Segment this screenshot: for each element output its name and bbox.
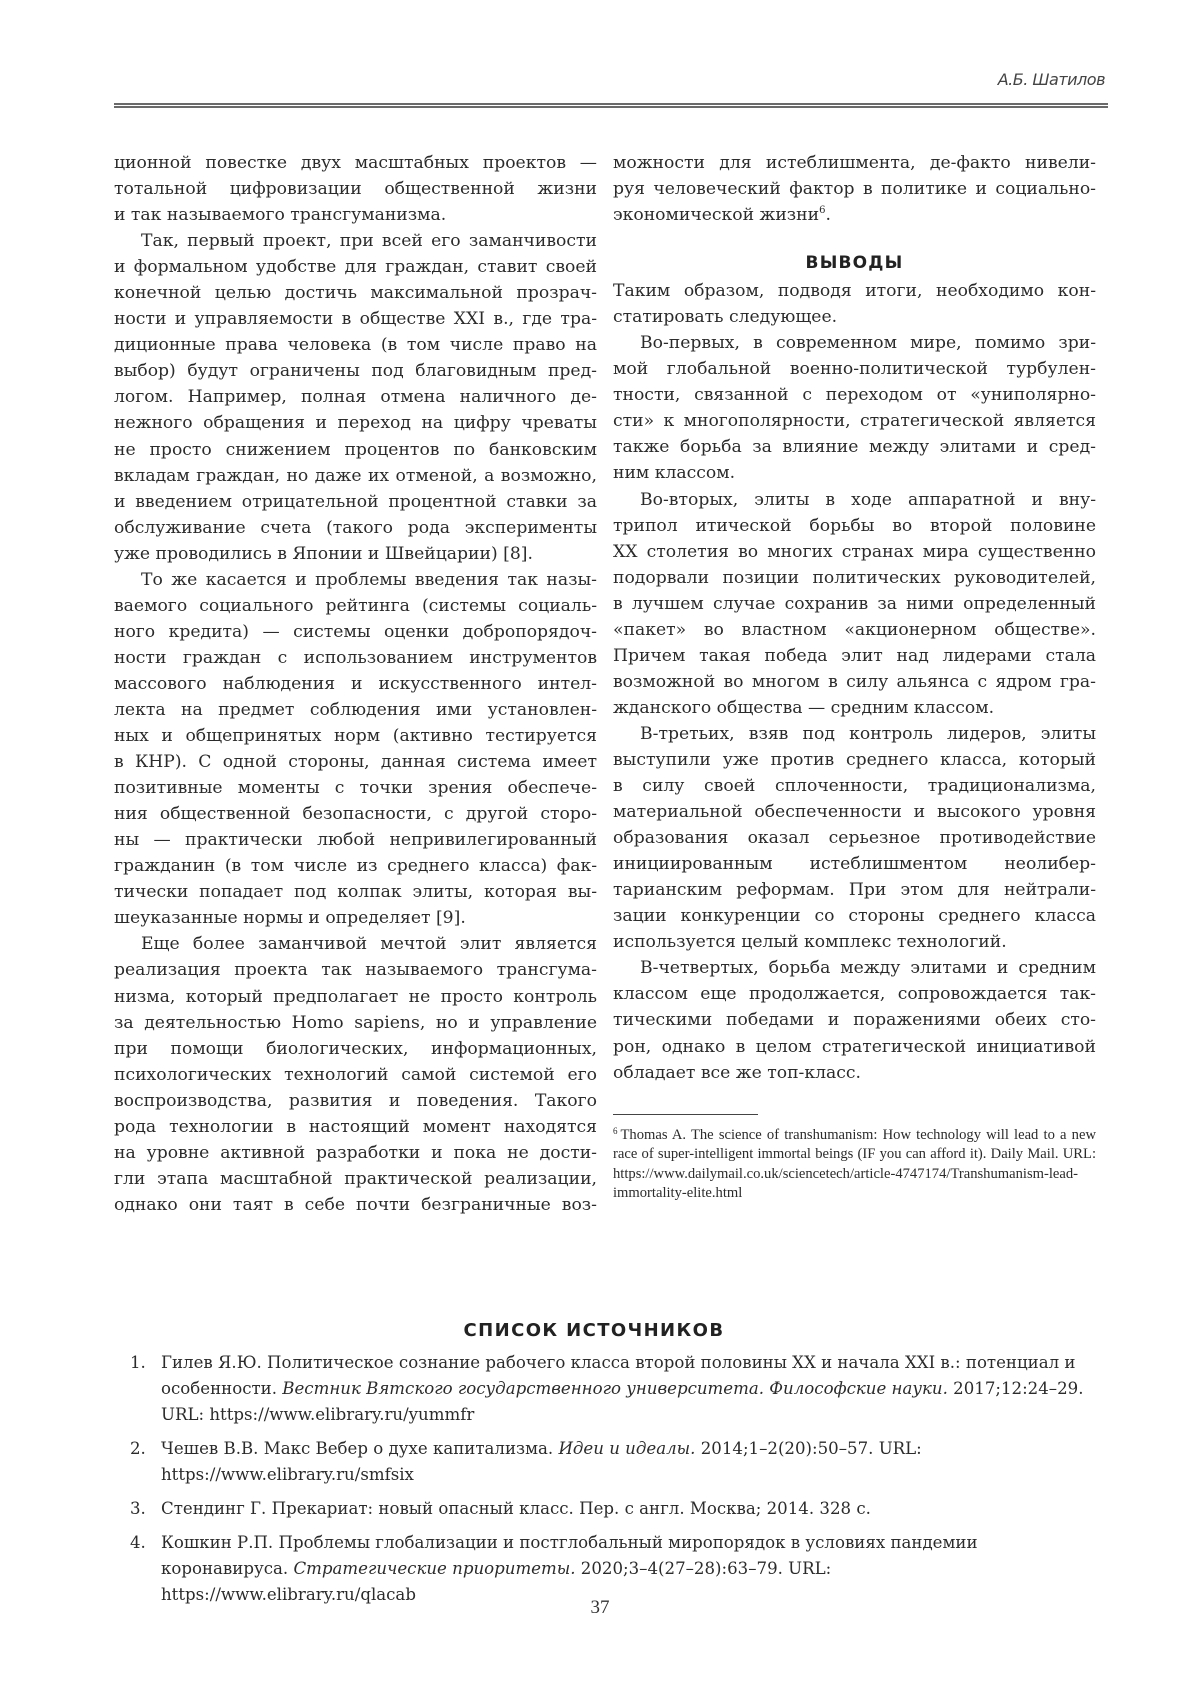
text-line	[613, 330, 1096, 356]
text-line	[114, 775, 597, 801]
text-line-content: Таким образом, подводя итоги, необходимо кон-	[613, 281, 1096, 302]
text-line-content: низма, который предполагает не просто контроль	[114, 986, 597, 1007]
reference-text: Стендинг Г. Прекариат: новый опасный класс. Пер. с англ. Москва; 2014. 328 с.	[161, 1499, 871, 1518]
text-line-content: жданского общества — средним классом.	[613, 697, 995, 718]
text-line-content: в лучшем случае сохранив за ними определенный	[613, 593, 1096, 614]
reference-item	[130, 1350, 1090, 1428]
text-line-content: логом. Например, полная отмена наличного де-	[114, 387, 597, 408]
text-line-content: образования оказал серьезное противодействие	[613, 828, 1096, 849]
text-line-content: тарианским реформам. При этом для нейтрали-	[613, 880, 1096, 901]
text-line-content: за деятельностью Homo sapiens, но и управление	[114, 1012, 597, 1033]
text-line	[114, 1140, 597, 1166]
text-line	[613, 460, 1096, 486]
text-line	[114, 697, 597, 723]
text-line	[613, 591, 1096, 617]
text-line-content: гражданин (в том числе из среднего класса) фак-	[114, 856, 597, 877]
text-line-content: сти» к многополярности, стратегической является	[613, 411, 1096, 432]
text-line	[613, 825, 1096, 851]
footnote-reference[interactable]: 6	[819, 205, 826, 217]
text-line-content: тности, связанной с переходом от «униполярно-	[613, 385, 1096, 406]
text-line	[114, 567, 597, 593]
text-line-content: классом еще продолжается, сопровождается так-	[613, 984, 1096, 1005]
text-line	[613, 877, 1096, 903]
text-line	[114, 515, 597, 541]
references-title-text: СПИСОК ИСТОЧНИКОВ	[463, 1320, 725, 1341]
text-line	[613, 955, 1096, 981]
text-line-content: возможной во многом в силу альянса с ядром гра-	[613, 671, 1096, 692]
text-line	[613, 851, 1096, 877]
text-line	[613, 434, 1096, 460]
text-line-content: конечной целью достичь максимальной прозрач-	[114, 283, 597, 304]
text-line-content: То же касается и проблемы введения так назы-	[141, 569, 597, 590]
text-line	[114, 905, 597, 931]
footnote-text: Thomas A. The science of transhumanism: How technology will lead to a new race of super-intelligent immortal beings (IF you can afford it). Daily Mail. URL: https://www.dailymail.co.uk/sciencetech/article-4747174/Transhumanism-lead-immortality-elite.html	[613, 1126, 1096, 1202]
text-line-content: рода технологии в настоящий момент находятся	[114, 1116, 597, 1137]
text-line	[613, 721, 1096, 747]
text-line-content: используется целый комплекс технологий.	[613, 932, 1007, 953]
reference-details[interactable]: 2020;3–4(27–28):63–79. URL: https://www.elibrary.ru/qlacab	[161, 1559, 832, 1604]
text-line-content: экономической жизни	[613, 205, 820, 226]
text-line-content: воспроизводства, развития и поведения. Такого	[114, 1090, 597, 1111]
text-line-content: в силу своей сплоченности, традиционализма,	[613, 776, 1096, 797]
text-line-content: ны — практически любой непривилегированный	[114, 830, 597, 851]
text-line	[114, 853, 597, 879]
text-line	[613, 539, 1096, 565]
reference-text: Чешев В.В. Макс Вебер о духе капитализма.	[161, 1439, 559, 1458]
reference-number: 3.	[130, 1499, 146, 1518]
text-line	[613, 278, 1096, 304]
reference-number: 4.	[130, 1533, 146, 1552]
text-line-content: ности граждан с использованием инструментов	[114, 647, 597, 668]
footnote-separator	[613, 1114, 758, 1115]
reference-journal: Вестник Вятского государственного университета. Философские науки.	[282, 1379, 948, 1398]
text-line	[613, 695, 1096, 721]
page-number: 37	[590, 1597, 610, 1618]
text-line	[114, 879, 597, 905]
left-column	[114, 150, 597, 1218]
header-rule-line	[114, 103, 1108, 105]
text-line	[114, 1036, 597, 1062]
text-line	[114, 984, 597, 1010]
text-line	[114, 437, 597, 463]
text-line-content: выступили уже против среднего класса, который	[613, 749, 1096, 770]
text-line	[613, 487, 1096, 513]
text-line-content: ного кредита) — системы оценки добропорядоч-	[114, 621, 597, 642]
text-line-content: ним классом.	[613, 463, 736, 484]
text-line-content: вкладам граждан, но даже их отменой, а возможно,	[114, 465, 597, 486]
conclusions-body	[613, 278, 1096, 1085]
text-line	[114, 1192, 597, 1218]
text-line	[114, 1010, 597, 1036]
text-line-content: диционные права человека (в том числе право на	[114, 335, 597, 356]
text-line	[613, 382, 1096, 408]
text-line-content: В-третьих, взяв под контроль лидеров, элиты	[640, 723, 1096, 744]
text-line-content: статировать следующее.	[613, 307, 838, 328]
text-line	[613, 356, 1096, 382]
text-line-content: и введением отрицательной процентной ставки за	[114, 491, 597, 512]
text-line-content: психологических технологий самой системой его	[114, 1064, 597, 1085]
text-line	[613, 1034, 1096, 1060]
reference-item	[130, 1436, 1090, 1488]
text-line-content: XX столетия во многих странах мира существенно	[613, 541, 1096, 562]
text-line-content: Причем такая победа элит над лидерами стала	[613, 645, 1096, 666]
reference-journal: Стратегические приоритеты.	[293, 1559, 576, 1578]
text-line-content: ния общественной безопасности, с другой сторо-	[114, 804, 597, 825]
references-title	[0, 1320, 1200, 1341]
text-line-content: ных и общепринятых норм (активно тестируется	[114, 726, 597, 747]
text-line-content: гли этапа масштабной практической реализации,	[114, 1168, 597, 1189]
text-line	[613, 981, 1096, 1007]
text-line	[114, 176, 597, 202]
text-line-content: реализация проекта так называемого трансгума-	[114, 960, 597, 981]
reference-text: Кошкин Р.П. Проблемы глобализации и постглобальный миропорядок в условиях пандемии коронавируса.	[161, 1533, 978, 1578]
text-line-content: однако они таят в себе почти безграничные воз-	[114, 1194, 597, 1215]
text-line	[114, 1088, 597, 1114]
text-line	[613, 773, 1096, 799]
reference-text: Гилев Я.Ю. Политическое сознание рабочего класса второй половины XX и начала XXI в.: потенциал и особенности.	[161, 1353, 1076, 1398]
text-line-content: обладает все же топ-класс.	[613, 1062, 861, 1083]
text-line	[114, 827, 597, 853]
intro-paragraph	[613, 150, 1096, 228]
section-heading-conclusions: ВЫВОДЫ	[805, 253, 904, 274]
text-line	[114, 619, 597, 645]
text-line-content: руя человеческий фактор в политике и социально-	[613, 179, 1096, 200]
text-line	[613, 304, 1096, 330]
text-line	[114, 410, 597, 436]
text-line-content: Во-первых, в современном мире, помимо зри-	[640, 333, 1096, 354]
text-line-content: материальной обеспеченности и высокого уровня	[613, 802, 1096, 823]
text-line	[114, 358, 597, 384]
text-line-content: тически попадает под колпак элиты, которая вы-	[114, 882, 597, 903]
text-line	[114, 801, 597, 827]
text-line	[114, 593, 597, 619]
footnote-mark: 6	[613, 1125, 618, 1136]
references-list	[130, 1350, 1090, 1616]
text-line-content: Еще более заманчивой мечтой элит является	[141, 934, 597, 955]
text-line	[114, 280, 597, 306]
text-line-content: зации конкуренции со стороны среднего класса	[613, 906, 1096, 927]
text-line-content: позитивные моменты с точки зрения обеспече-	[114, 778, 597, 799]
text-line-content: «пакет» во властном «акционерном обществе».	[613, 619, 1096, 640]
text-line-content: и так называемого трансгуманизма.	[114, 205, 447, 226]
text-line-content: уже проводились в Японии и Швейцарии) [8].	[114, 543, 533, 564]
text-line	[114, 541, 597, 567]
header-rule	[114, 103, 1108, 110]
text-line	[613, 669, 1096, 695]
text-line-content: трипол итической борьбы во второй половине	[613, 515, 1096, 536]
text-line	[613, 408, 1096, 434]
text-line-content: инициированным истеблишментом неолибер-	[613, 854, 1096, 875]
text-line	[114, 1114, 597, 1140]
text-line	[114, 150, 597, 176]
text-line-content: ционной повестке двух масштабных проектов —	[114, 153, 597, 173]
reference-number: 1.	[130, 1353, 146, 1372]
text-line-content: обслуживание счета (такого рода эксперименты	[114, 517, 597, 538]
text-line	[114, 489, 597, 515]
text-line-content: тотальной цифровизации общественной жизни	[114, 179, 597, 200]
punctuation: .	[825, 205, 831, 226]
text-line	[613, 929, 1096, 955]
text-line	[613, 799, 1096, 825]
text-line	[114, 723, 597, 749]
text-line	[114, 384, 597, 410]
text-line-content: в КНР). С одной стороны, данная система имеет	[114, 752, 597, 773]
text-line	[114, 332, 597, 358]
running-head: А.Б. Шатилов	[997, 70, 1105, 89]
text-line	[114, 1062, 597, 1088]
text-line	[613, 513, 1096, 539]
text-line-content: подорвали позиции политических руководителей,	[613, 567, 1096, 588]
right-column	[613, 150, 1096, 1204]
text-line-content: не просто снижением процентов по банковским	[114, 439, 597, 460]
text-line-content: ности и управляемости в обществе XXI в., где тра-	[114, 309, 597, 330]
text-line	[613, 747, 1096, 773]
text-line	[114, 671, 597, 697]
text-line	[613, 617, 1096, 643]
text-line-content: и формальном удобстве для граждан, ставит своей	[114, 257, 597, 278]
text-line	[114, 306, 597, 332]
text-line	[613, 1007, 1096, 1033]
text-line	[613, 643, 1096, 669]
text-line-content: Во-вторых, элиты в ходе аппаратной и вну-	[640, 489, 1096, 510]
text-line-content: рон, однако в целом стратегической инициативой	[613, 1036, 1096, 1057]
text-line-content: при помощи биологических, информационных,	[114, 1038, 597, 1059]
text-line-content: Так, первый проект, при всей его заманчивости	[141, 231, 597, 252]
reference-item	[130, 1496, 1090, 1522]
text-line	[114, 202, 597, 228]
text-line-content: тическими победами и поражениями обеих сто-	[613, 1010, 1096, 1031]
header-rule-line	[114, 106, 1108, 108]
text-line	[613, 202, 1096, 228]
text-line-content: ваемого социального рейтинга (системы социаль-	[114, 595, 597, 616]
text-line	[613, 176, 1096, 202]
text-line	[613, 1060, 1096, 1086]
text-line	[114, 1166, 597, 1192]
text-line	[114, 228, 597, 254]
text-line	[114, 463, 597, 489]
text-line-content: лекта на предмет соблюдения ими установлен-	[114, 699, 597, 720]
text-line	[114, 749, 597, 775]
text-line-content: шеуказанные нормы и определяет [9].	[114, 908, 466, 929]
text-line	[114, 931, 597, 957]
text-line-content: В-четвертых, борьба между элитами и средним	[640, 958, 1096, 979]
text-line	[114, 254, 597, 280]
reference-details[interactable]: 2017;12:24–29. URL: https://www.elibrary.ru/yummfr	[161, 1379, 1084, 1424]
text-line-content: выбор) будут ограничены под благовидным пред-	[114, 361, 597, 382]
text-line-content: также борьба за влияние между элитами и сред-	[613, 437, 1096, 458]
reference-journal: Идеи и идеалы.	[558, 1439, 696, 1458]
text-line	[613, 565, 1096, 591]
text-line-content: можности для истеблишмента, де-факто нивели-	[613, 153, 1096, 173]
text-line	[613, 150, 1096, 176]
footnote-6	[613, 1126, 1096, 1204]
text-line-content: нежного обращения и переход на цифру чреваты	[114, 413, 597, 434]
text-line	[613, 903, 1096, 929]
text-line-content: мой глобальной военно-политической турбулен-	[613, 359, 1096, 380]
text-line	[114, 957, 597, 983]
text-line-content: на уровне активной разработки и пока не дости-	[114, 1142, 597, 1163]
text-line-content: массового наблюдения и искусственного интел-	[114, 673, 597, 694]
text-line	[114, 645, 597, 671]
reference-details[interactable]: 2014;1–2(20):50–57. URL: https://www.elibrary.ru/smfsix	[161, 1439, 922, 1484]
reference-number: 2.	[130, 1439, 146, 1458]
